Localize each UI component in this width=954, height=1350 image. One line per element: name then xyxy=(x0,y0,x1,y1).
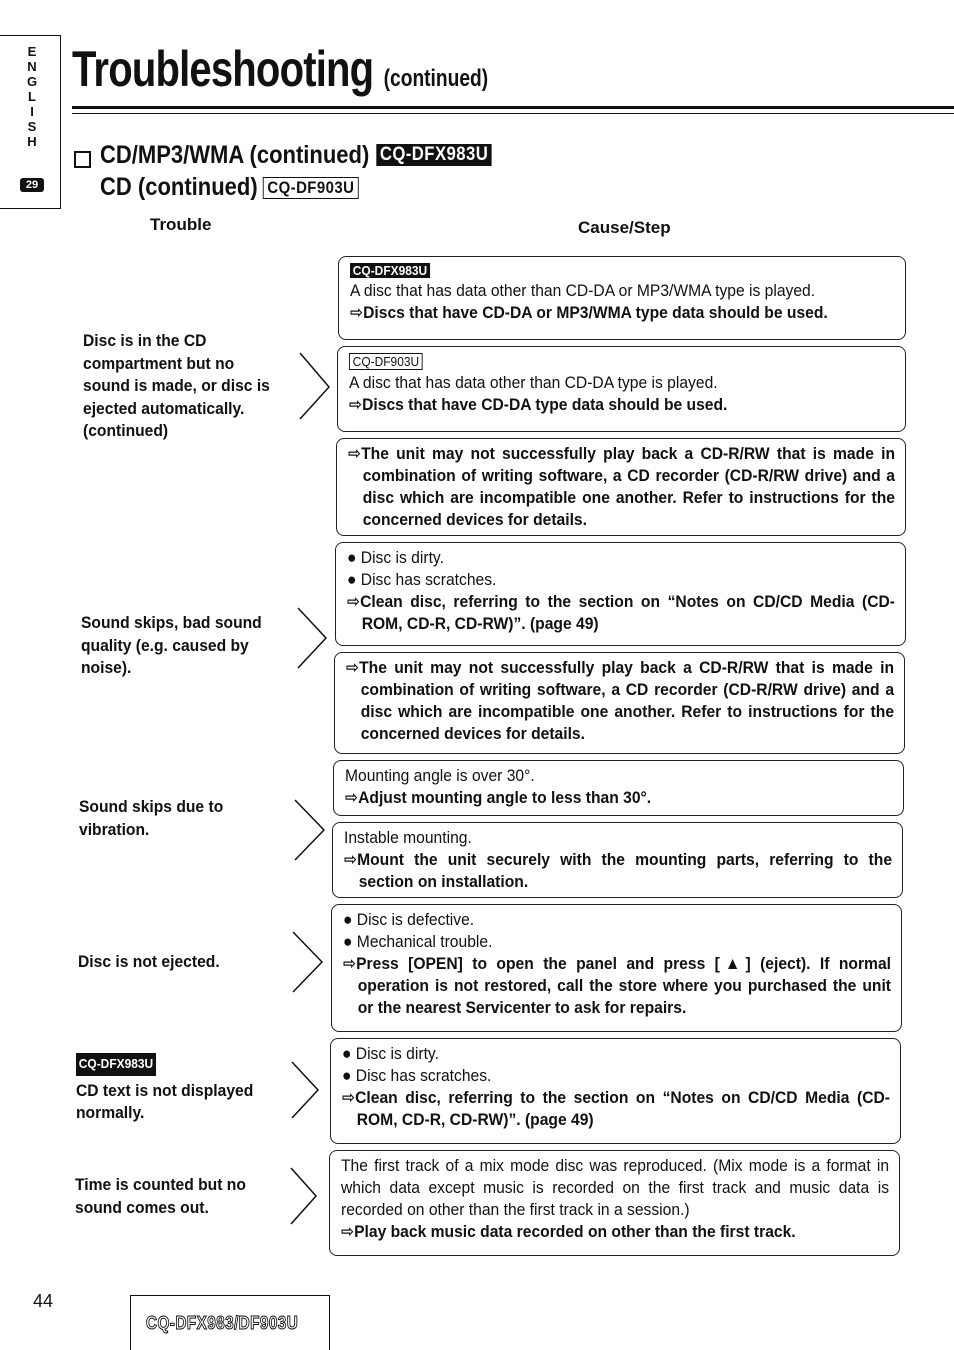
page-number: 44 xyxy=(33,1291,54,1311)
chevron-right-icon xyxy=(300,353,329,419)
model-badge: CQ-DFX983U xyxy=(76,1053,156,1076)
header-rule xyxy=(72,106,954,109)
footer-model: CQ-DFX983/DF903U xyxy=(146,1313,299,1333)
section-subtitle: CD (continued) CQ-DF903U xyxy=(100,173,359,202)
cause-box: ⇨The unit may not successfully play back a CD-R/RW that is made in combination of writing software, a CD recorder (CD-R/RW drive) and a disc which are incompatible one another. Refer to instructions for the concerned devices for details. xyxy=(334,652,905,754)
trouble-cd-text: CQ-DFX983U CD text is not displayed normally. xyxy=(76,1052,269,1125)
model-badge: CQ-DF903U xyxy=(263,177,359,199)
chevron-right-icon xyxy=(292,1062,318,1118)
chevron-right-icon xyxy=(295,800,324,860)
trouble-no-sound: Disc is in the CD compartment but no sound is made, or disc is ejected automatically. (continued) xyxy=(83,331,270,440)
side-tab-language: E N G L I S H xyxy=(26,44,38,149)
column-header-trouble: Trouble xyxy=(150,215,212,234)
column-header-cause: Cause/Step xyxy=(578,218,671,237)
page-title-suffix: (continued) xyxy=(383,65,489,92)
chevron-right-icon xyxy=(293,932,322,992)
model-badge: CQ-DFX983U xyxy=(376,144,492,166)
header-rule-thin xyxy=(72,113,954,114)
section-title: CD/MP3/WMA (continued) CQ-DFX983U xyxy=(100,141,492,170)
cause-box: ● Disc is dirty. ● Disc has scratches. ⇨Clean disc, referring to the section on “Notes on CD/CD Media (CD-ROM, CD-R, CD-RW)”. (page 49) xyxy=(335,542,906,646)
cause-box: ⇨The unit may not successfully play back a CD-R/RW that is made in combination of writing software, a CD recorder (CD-R/RW drive) and a disc which are incompatible one another. Refer to instructions for the concerned devices for details. xyxy=(336,438,906,536)
chevron-right-icon xyxy=(291,1168,316,1224)
section-checkbox-icon xyxy=(74,151,91,168)
side-tab-number: 29 xyxy=(20,178,44,192)
cause-box: Instable mounting. ⇨Mount the unit securely with the mounting parts, referring to the section on installation. xyxy=(332,822,903,898)
trouble-vibration: Sound skips due to vibration. xyxy=(79,797,224,839)
cause-box: CQ-DFX983U A disc that has data other than CD-DA or MP3/WMA type is played. ⇨Discs that have CD-DA or MP3/WMA type data should be used. xyxy=(338,256,906,340)
chevron-right-icon xyxy=(298,608,326,668)
cause-box: CQ-DF903U A disc that has data other than CD-DA type is played. ⇨Discs that have CD-DA type data should be used. xyxy=(337,346,906,432)
cause-box: ● Disc is defective. ● Mechanical trouble. ⇨Press [OPEN] to open the panel and press [▲] (eject). If normal operation is not restored, call the store where you purchased the unit or the nearest Servicenter to ask for repairs. xyxy=(331,904,902,1032)
trouble-not-ejected: Disc is not ejected. xyxy=(78,952,220,971)
cause-box: The first track of a mix mode disc was reproduced. (Mix mode is a format in which data except music is recorded on the first track and music data is recorded on other than the first track in a session.) ⇨Play back music data recorded on other than the first track. xyxy=(329,1150,900,1256)
cause-box: ● Disc is dirty. ● Disc has scratches. ⇨Clean disc, referring to the section on “Notes on CD/CD Media (CD-ROM, CD-R, CD-RW)”. (page 49) xyxy=(330,1038,901,1144)
model-badge: CQ-DF903U xyxy=(349,353,423,370)
page-title: Troubleshooting (continued) xyxy=(72,41,489,97)
cause-box: Mounting angle is over 30°. ⇨Adjust mounting angle to less than 30°. xyxy=(333,760,904,816)
trouble-sound-skips: Sound skips, bad sound quality (e.g. caused by noise). xyxy=(81,613,262,677)
model-badge: CQ-DFX983U xyxy=(350,263,430,278)
trouble-no-sound-time: Time is counted but no sound comes out. xyxy=(75,1175,246,1217)
